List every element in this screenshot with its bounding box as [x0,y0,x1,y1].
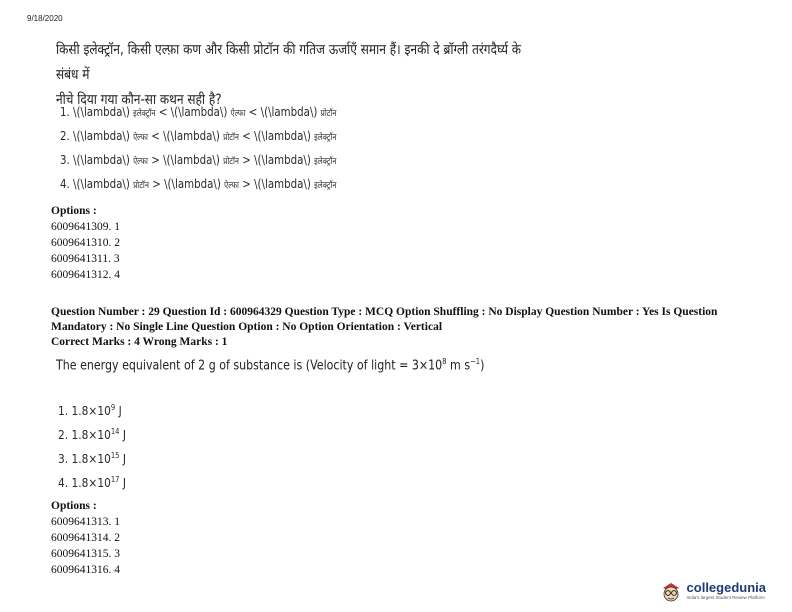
hindi-options-list [60,100,337,196]
logo-text [687,581,766,601]
logo-name: collegedunia [686,580,766,596]
lambda-symbol: \(\lambda\) [254,152,311,167]
comparison-operator: < [151,128,160,143]
comparison-operator: > [242,176,251,191]
lambda-symbol: \(\lambda\) [164,176,221,191]
option-number: 3. [60,152,70,167]
english-option-2 [58,420,126,444]
unit-text: J [118,403,122,419]
english-option-1 [58,396,126,420]
logo-tagline: India's largest Student Review Platform [686,595,765,601]
comparison-operator: < [158,104,168,119]
question-hindi-line-2: नीचे दिया गया कौन-सा कथन सही है? [56,92,222,108]
option-id-line: 6009641309. 1 [51,221,120,233]
subscript: प्रोटॉन [133,181,149,191]
question-english [56,357,484,373]
lambda-symbol: \(\lambda\) [170,104,228,119]
metadata-line-3: Correct Marks : 4 Wrong Marks : 1 [51,336,228,348]
unit-text: J [122,427,127,443]
subscript: ऐल्फा [224,181,239,191]
comparison-operator: > [151,152,160,167]
option-id-line: 6009641315. 3 [51,548,120,560]
option-number: 4. [60,176,70,191]
lambda-symbol: \(\lambda\) [73,176,130,191]
exponent: 14 [110,427,120,436]
question-text: The energy equivalent of 2 g of substance is (Velocity of light = 3×10 [56,358,443,374]
options-title: Options : [51,500,97,512]
collegedunia-logo [659,578,766,604]
english-option-3 [58,444,126,468]
lambda-symbol: \(\lambda\) [73,128,130,143]
subscript: प्रोटॉन [223,133,239,143]
lambda-symbol: \(\lambda\) [73,152,130,167]
subscript: प्रोटॉन [223,157,239,167]
exponent: 17 [110,475,120,484]
mascot-icon [659,578,683,604]
exponent: −1 [470,357,481,366]
option-id-line: 6009641316. 4 [51,564,120,576]
english-options-list [58,396,126,492]
hindi-option-2 [60,124,337,148]
option-id-line: 6009641311. 3 [51,253,120,265]
lambda-symbol: \(\lambda\) [254,176,311,191]
lambda-symbol: \(\lambda\) [254,128,311,143]
metadata-line-1: Question Number : 29 Question Id : 600964329 Question Type : MCQ Option Shuffling : No Display Question Number : Yes Is Question [51,306,718,318]
exponent: 9 [110,403,116,412]
english-option-4 [58,468,126,492]
subscript: प्रोटॉन [320,109,337,119]
lambda-symbol: \(\lambda\) [260,104,318,119]
unit-text: J [122,475,127,491]
exponent: 15 [110,451,120,460]
lambda-symbol: \(\lambda\) [73,104,130,119]
option-value: 1.8×10 [71,475,111,491]
option-value: 1.8×10 [71,403,111,419]
option-number: 2. [60,128,70,143]
exponent: 8 [442,357,447,366]
question-hindi-line-1: किसी इलेक्ट्रॉन, किसी एल्फ़ा कण और किसी प्रोटॉन की गतिज ऊर्जाएँ समान हैं। इनकी दे ब्रॉग्ली तरंगदैर्घ्य के संबंध में [56,42,522,83]
subscript: इलेक्ट्रॉन [314,157,337,167]
metadata-line-2: Mandatory : No Single Line Question Option : No Option Orientation : Vertical [51,321,443,333]
subscript: ऐल्फा [133,133,148,143]
option-number: 2. [58,427,69,443]
comparison-operator: < [242,128,251,143]
subscript: इलेक्ट्रॉन [314,181,337,191]
lambda-symbol: \(\lambda\) [163,152,220,167]
subscript: इलेक्ट्रॉन [133,109,156,119]
hindi-option-3 [60,148,337,172]
option-id-line: 6009641312. 4 [51,269,120,281]
comparison-operator: > [242,152,251,167]
option-value: 1.8×10 [71,427,111,443]
comparison-operator: < [248,104,258,119]
hindi-option-4 [60,172,337,196]
subscript: ऐल्फा [133,157,148,167]
lambda-symbol: \(\lambda\) [163,128,220,143]
option-number: 3. [58,451,69,467]
subscript: ऐल्फा [230,109,246,119]
unit-text: m s [446,358,471,374]
option-id-line: 6009641310. 2 [51,237,120,249]
subscript: इलेक्ट्रॉन [314,133,337,143]
question-metadata [51,305,756,350]
question-text-end: ) [480,358,485,374]
comparison-operator: > [152,176,161,191]
options-block-2 [51,498,120,578]
options-title: Options : [51,205,97,217]
option-id-line: 6009641314. 2 [51,532,120,544]
option-number: 4. [58,475,69,491]
option-id-line: 6009641313. 1 [51,516,120,528]
option-number: 1. [58,403,69,419]
unit-text: J [122,451,127,467]
options-block-1 [51,203,120,283]
print-date: 9/18/2020 [27,14,63,23]
option-value: 1.8×10 [71,451,111,467]
hindi-option-1 [60,100,337,124]
option-number: 1. [60,104,70,119]
